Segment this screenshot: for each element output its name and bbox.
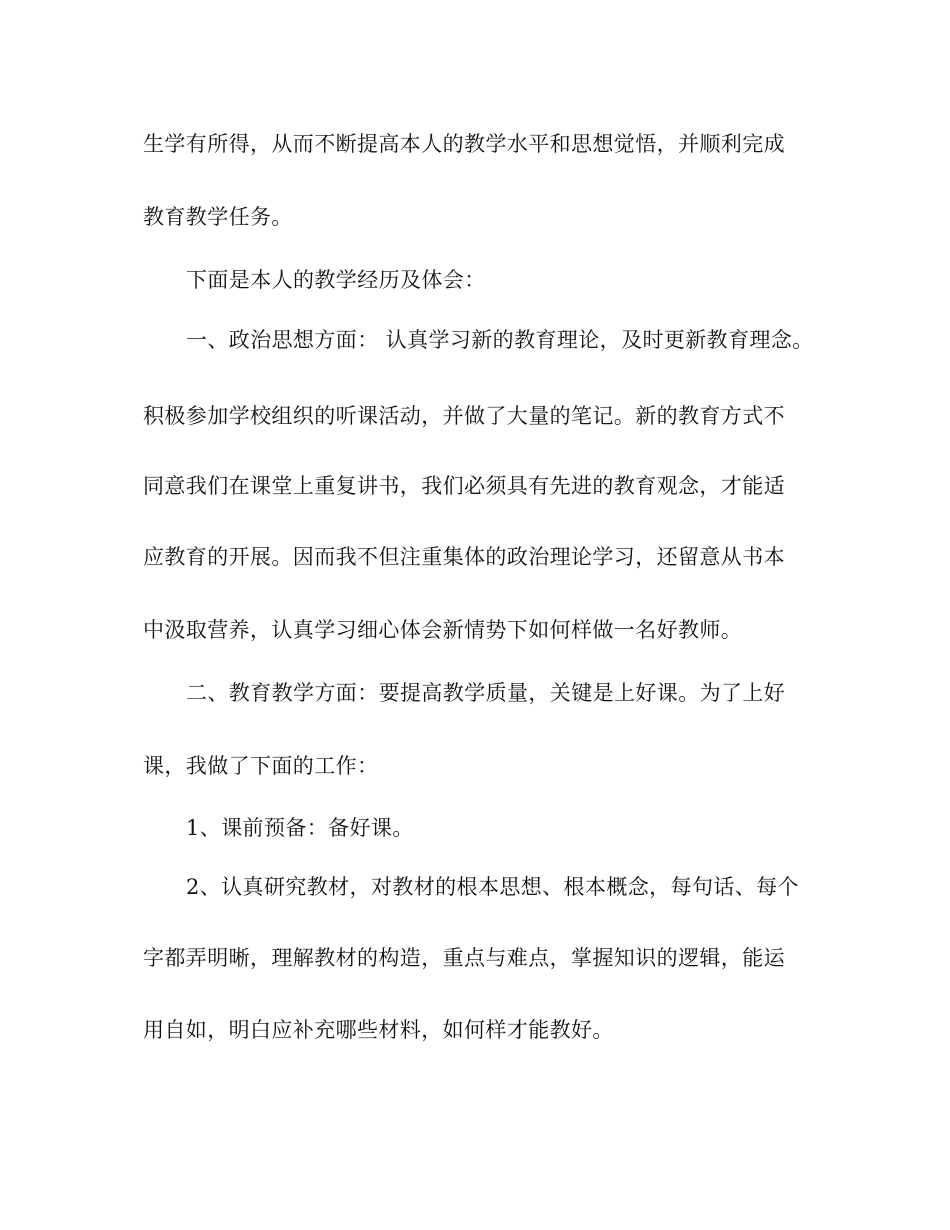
text-line: 用自如，明白应补充哪些材料，如何样才能教好。 (143, 1018, 614, 1042)
text-line: 中汲取营养，认真学习细心体会新情势下如何样做一名好教师。 (143, 618, 743, 642)
text-line: 字都弄明晰，理解教材的构造，重点与难点，掌握知识的逻辑，能运 (143, 946, 785, 970)
text-line: 应教育的开展。因而我不但注重集体的政治理论学习，还留意从书本 (143, 545, 785, 569)
paragraph-start-line: 下面是本人的教学经历及体会： (186, 268, 486, 292)
paragraph-start-line: 二、教育教学方面：要提高教学质量，关键是上好课。为了上好 (186, 681, 786, 705)
text-line: 教育教学任务。 (143, 205, 293, 229)
text-line: 同意我们在课堂上重复讲书，我们必须具有先进的教育观念，才能适 (143, 474, 785, 498)
paragraph-start-line: 一、政治思想方面： 认真学习新的教育理论，及时更新教育理念。 (186, 328, 814, 352)
text-line: 积极参加学校组织的听课活动，并做了大量的笔记。新的教育方式不 (143, 404, 785, 428)
paragraph-start-line: 2、认真研究教材，对教材的根本思想、根本概念，每句话、每个 (186, 875, 799, 899)
paragraph-start-line: 1、课前预备：备好课。 (186, 816, 414, 840)
text-line: 课，我做了下面的工作： (143, 754, 379, 778)
text-line: 生学有所得，从而不断提高本人的教学水平和思想觉悟，并顺利完成 (143, 132, 785, 156)
